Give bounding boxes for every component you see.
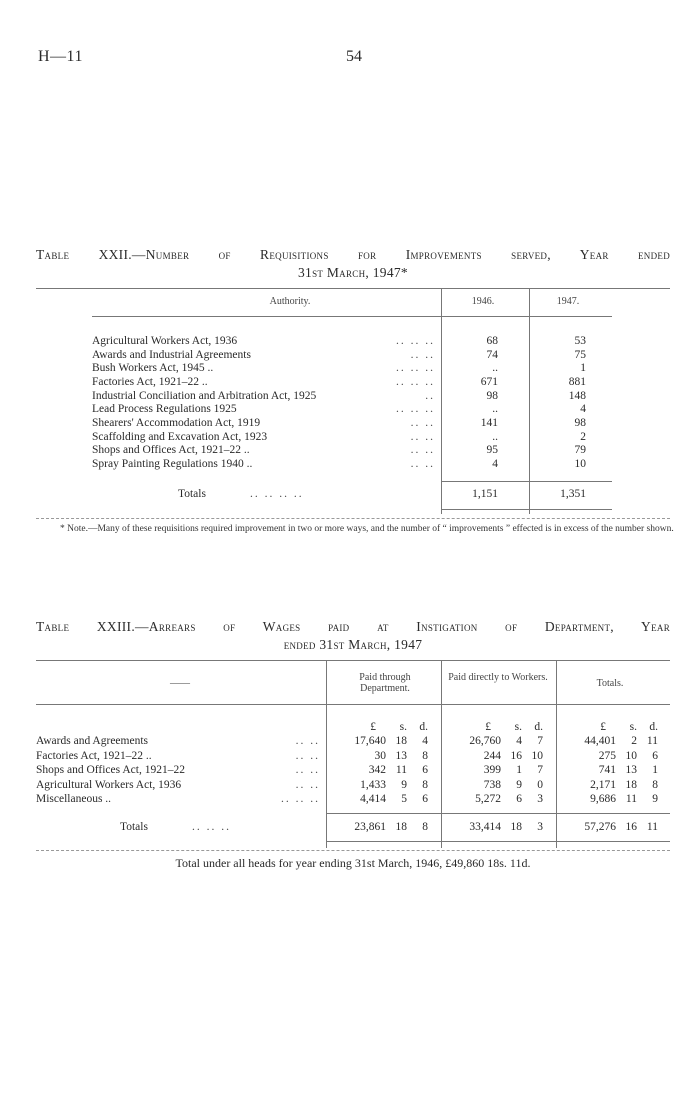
table23-title-line2: ended 31st March, 1947 bbox=[283, 637, 423, 652]
table23-header-rule bbox=[36, 704, 670, 705]
page-header-left: H—11 bbox=[38, 48, 83, 65]
table23-unit-pound: £ bbox=[600, 721, 606, 733]
table22-row-1947: 4 bbox=[580, 403, 586, 416]
table23-total-workers-shillings: 18 bbox=[510, 821, 522, 833]
table22-row-name: Lead Process Regulations 1925 bbox=[92, 403, 237, 416]
table23-row-workers-pence: 10 bbox=[531, 749, 543, 762]
table23-row-dept-shillings: 9 bbox=[401, 778, 407, 791]
table23-unit-d: d. bbox=[419, 721, 428, 733]
table22-total-1947: 1,351 bbox=[560, 488, 586, 500]
table23-row-totals-pence: 1 bbox=[652, 764, 658, 777]
table23-unit-s: s. bbox=[629, 721, 637, 733]
table22-row-1946: 141 bbox=[480, 416, 498, 429]
table23-row-totals-pounds: 275 bbox=[598, 749, 616, 762]
table23-totals-label: Totals bbox=[120, 821, 148, 833]
table23-row-dept-pounds: 1,433 bbox=[360, 778, 386, 791]
table23-row-leader: .. .. bbox=[295, 764, 320, 777]
table23-unit-d: d. bbox=[534, 721, 543, 733]
table22-row-leader: .. .. bbox=[410, 348, 435, 361]
table22-row-1946: 74 bbox=[486, 348, 498, 361]
table23-row-dept-pounds: 4,414 bbox=[360, 793, 386, 806]
table23-row-totals-pence: 11 bbox=[646, 735, 658, 747]
table22-title-line1: Table XXII.—Number of Requisitions for Improvements served, Year ended bbox=[36, 247, 670, 262]
table23-col-dept: Paid through Department. bbox=[359, 672, 411, 694]
table23-row-dept-pence: 6 bbox=[422, 764, 428, 777]
table23-row-dept-shillings: 5 bbox=[401, 793, 407, 806]
table22-row-name: Agricultural Workers Act, 1936 bbox=[92, 335, 238, 347]
table23-totals-bottom-rule bbox=[326, 841, 670, 842]
table23-row-totals-pounds: 741 bbox=[598, 764, 616, 777]
table22-row-1947: 98 bbox=[574, 416, 586, 429]
table23-row-dept-pounds: 342 bbox=[368, 764, 386, 777]
table23-row-dept-pence: 6 bbox=[422, 793, 428, 806]
table22-row-1947: 53 bbox=[574, 335, 586, 347]
table23-unit-pound: £ bbox=[485, 721, 491, 733]
table23-row-totals-shillings: 13 bbox=[625, 764, 637, 777]
table22-row-1947: 2 bbox=[580, 430, 586, 443]
table22-row-leader: .. .. bbox=[410, 444, 435, 457]
table23-row-leader: .. .. bbox=[295, 778, 320, 791]
table22-row-1947: 881 bbox=[568, 375, 586, 388]
table22-title bbox=[36, 246, 670, 282]
table22-row-leader: .. .. .. bbox=[396, 362, 435, 375]
table22-row-leader: .. .. .. bbox=[396, 375, 435, 388]
table23-total-totals-shillings: 16 bbox=[625, 821, 637, 833]
table23-row-dept-shillings: 13 bbox=[395, 749, 407, 762]
table23-row-leader: .. .. bbox=[295, 749, 320, 762]
table23-total-workers-pounds: 33,414 bbox=[469, 821, 501, 833]
table23-row-dept-shillings: 18 bbox=[395, 735, 407, 747]
table23-row-totals-shillings: 10 bbox=[625, 749, 637, 762]
table23-total-dept-pounds: 23,861 bbox=[354, 821, 386, 833]
table22-row-1946: 4 bbox=[492, 457, 498, 470]
table23-bottom-rule bbox=[36, 850, 670, 851]
table22-row-name: Shops and Offices Act, 1921–22 .. bbox=[92, 444, 250, 457]
table23-row-workers-shillings: 16 bbox=[510, 749, 522, 762]
table22-row-name: Bush Workers Act, 1945 .. bbox=[92, 362, 214, 375]
table23-row-dept-pence: 8 bbox=[422, 778, 428, 791]
table22-row-1946: .. bbox=[492, 403, 498, 416]
table23-row-workers-shillings: 1 bbox=[516, 764, 522, 777]
table23-row-dept-pounds: 30 bbox=[374, 749, 386, 762]
table23-row-dept-shillings: 11 bbox=[395, 764, 407, 777]
table23-total-dept-shillings: 18 bbox=[395, 821, 407, 833]
table23-row-workers-pounds: 244 bbox=[483, 749, 501, 762]
table23-title-line1: Table XXIII.—Arrears of Wages paid at Instigation of Department, Year bbox=[36, 619, 670, 634]
table22-row-name: Factories Act, 1921–22 .. bbox=[92, 375, 208, 388]
table23-vline-3 bbox=[556, 661, 557, 848]
table23-row-totals-shillings: 2 bbox=[631, 735, 637, 747]
table23-vline-2 bbox=[441, 661, 442, 848]
table23-row-totals-pounds: 44,401 bbox=[584, 735, 616, 747]
table23-row-totals-shillings: 18 bbox=[625, 778, 637, 791]
table22-totals-bottom-rule bbox=[441, 509, 612, 510]
table23-row-name: Agricultural Workers Act, 1936 bbox=[36, 778, 182, 791]
table23-row-totals-pence: 6 bbox=[652, 749, 658, 762]
table22-row-1946: 98 bbox=[486, 389, 498, 402]
table23-row-workers-pence: 0 bbox=[537, 778, 543, 791]
table22-title-line2: 31st March, 1947* bbox=[298, 265, 408, 280]
table23-row-name: Shops and Offices Act, 1921–22 bbox=[36, 764, 185, 777]
table22-row-1947: 148 bbox=[568, 389, 586, 402]
table22-totals-rule bbox=[441, 481, 612, 482]
table22-row-1947: 10 bbox=[574, 457, 586, 470]
table22-row-leader: .. bbox=[425, 389, 435, 402]
table23-unit-s: s. bbox=[399, 721, 407, 733]
table23-unit-d: d. bbox=[649, 721, 658, 733]
table23-row-dept-pounds: 17,640 bbox=[354, 735, 386, 747]
table22-note: * Note.—Many of these requisitions required improvement in two or more ways, and the number of “ improvements ” effected is in excess of the number shown. bbox=[60, 524, 674, 534]
table22-row-leader: .. .. .. bbox=[396, 403, 435, 416]
table22-row-leader: .. .. bbox=[410, 457, 435, 470]
table23-row-workers-pounds: 738 bbox=[483, 778, 501, 791]
table23-footer: Total under all heads for year ending 31st March, 1946, £49,860 18s. 11d. bbox=[175, 856, 531, 870]
table23-row-workers-shillings: 9 bbox=[516, 778, 522, 791]
table22-top-rule bbox=[36, 288, 670, 289]
table23-row-leader: .. .. bbox=[295, 735, 320, 747]
table23-row-dept-pence: 4 bbox=[422, 735, 428, 747]
table22-row-1946: .. bbox=[492, 430, 498, 443]
table23-col-workers: Paid directly to Workers. bbox=[448, 672, 548, 683]
table22-row-name: Industrial Conciliation and Arbitration Act, 1925 bbox=[92, 389, 317, 402]
table23-row-workers-pence: 7 bbox=[537, 735, 543, 747]
table23-totals-leader: .. .. .. bbox=[192, 821, 231, 833]
table23-total-workers-pence: 3 bbox=[537, 821, 543, 833]
table23-total-dept-pence: 8 bbox=[422, 821, 428, 833]
table23-unit-pound: £ bbox=[370, 721, 376, 733]
table23-title bbox=[36, 618, 670, 654]
table22-col-authority: Authority. bbox=[269, 296, 311, 307]
table23-unit-s: s. bbox=[514, 721, 522, 733]
table23-col-totals: Totals. bbox=[596, 678, 624, 689]
table22-row-1947: 1 bbox=[580, 362, 586, 375]
table23-row-totals-pence: 8 bbox=[652, 778, 658, 791]
table22-row-1946: 68 bbox=[486, 335, 498, 347]
table23-row-name: Factories Act, 1921–22 .. bbox=[36, 749, 152, 762]
table23-vline-1 bbox=[326, 661, 327, 848]
table22-row-1946: 671 bbox=[480, 375, 498, 388]
table22-row-leader: .. .. .. bbox=[396, 335, 435, 347]
table22-row-name: Shearers' Accommodation Act, 1919 bbox=[92, 416, 261, 429]
table23-row-workers-pounds: 26,760 bbox=[469, 735, 501, 747]
table23-row-totals-pence: 9 bbox=[652, 793, 658, 806]
table23-row-leader: .. .. .. bbox=[281, 793, 320, 806]
table23-row-totals-shillings: 11 bbox=[625, 793, 637, 806]
table23-row-workers-pounds: 399 bbox=[483, 764, 501, 777]
table22-col-1946: 1946. bbox=[471, 296, 495, 307]
table22-row-leader: .. .. bbox=[410, 430, 435, 443]
table22-row-1947: 75 bbox=[574, 348, 586, 361]
page-number: 54 bbox=[346, 48, 362, 65]
table23-row-name: Awards and Agreements bbox=[36, 735, 148, 747]
table22-row-name: Scaffolding and Excavation Act, 1923 bbox=[92, 430, 268, 443]
table23-top-rule bbox=[36, 660, 670, 661]
table22-row-name: Spray Painting Regulations 1940 .. bbox=[92, 457, 253, 470]
table23-total-totals-pence: 11 bbox=[646, 821, 658, 833]
table22-col-1947: 1947. bbox=[556, 296, 580, 307]
table23-totals-rule bbox=[326, 813, 670, 814]
table22-totals-leader: .. .. .. .. bbox=[250, 488, 304, 500]
table22-bottom-rule bbox=[36, 518, 670, 519]
table23-col-blank: —— bbox=[170, 678, 190, 689]
table22-row-1946: 95 bbox=[486, 444, 498, 457]
table23-row-workers-pence: 7 bbox=[537, 764, 543, 777]
table22-total-1946: 1,151 bbox=[472, 488, 498, 500]
table22-row-leader: .. .. bbox=[410, 416, 435, 429]
table22-row-name: Awards and Industrial Agreements bbox=[92, 348, 251, 361]
table23-row-workers-pounds: 5,272 bbox=[475, 793, 501, 806]
table23-row-workers-pence: 3 bbox=[537, 793, 543, 806]
table23-row-workers-shillings: 4 bbox=[516, 735, 522, 747]
table23-total-totals-pounds: 57,276 bbox=[584, 821, 616, 833]
table22-row-1947: 79 bbox=[574, 444, 586, 457]
table23-row-totals-pounds: 9,686 bbox=[590, 793, 616, 806]
table23-row-dept-pence: 8 bbox=[422, 749, 428, 762]
table22-row-1946: .. bbox=[492, 362, 498, 375]
table23-row-totals-pounds: 2,171 bbox=[590, 778, 616, 791]
table23-row-name: Miscellaneous .. bbox=[36, 793, 112, 806]
table23-row-workers-shillings: 6 bbox=[516, 793, 522, 806]
table22-header-rule bbox=[92, 316, 612, 317]
table22-totals-label: Totals bbox=[178, 488, 206, 500]
